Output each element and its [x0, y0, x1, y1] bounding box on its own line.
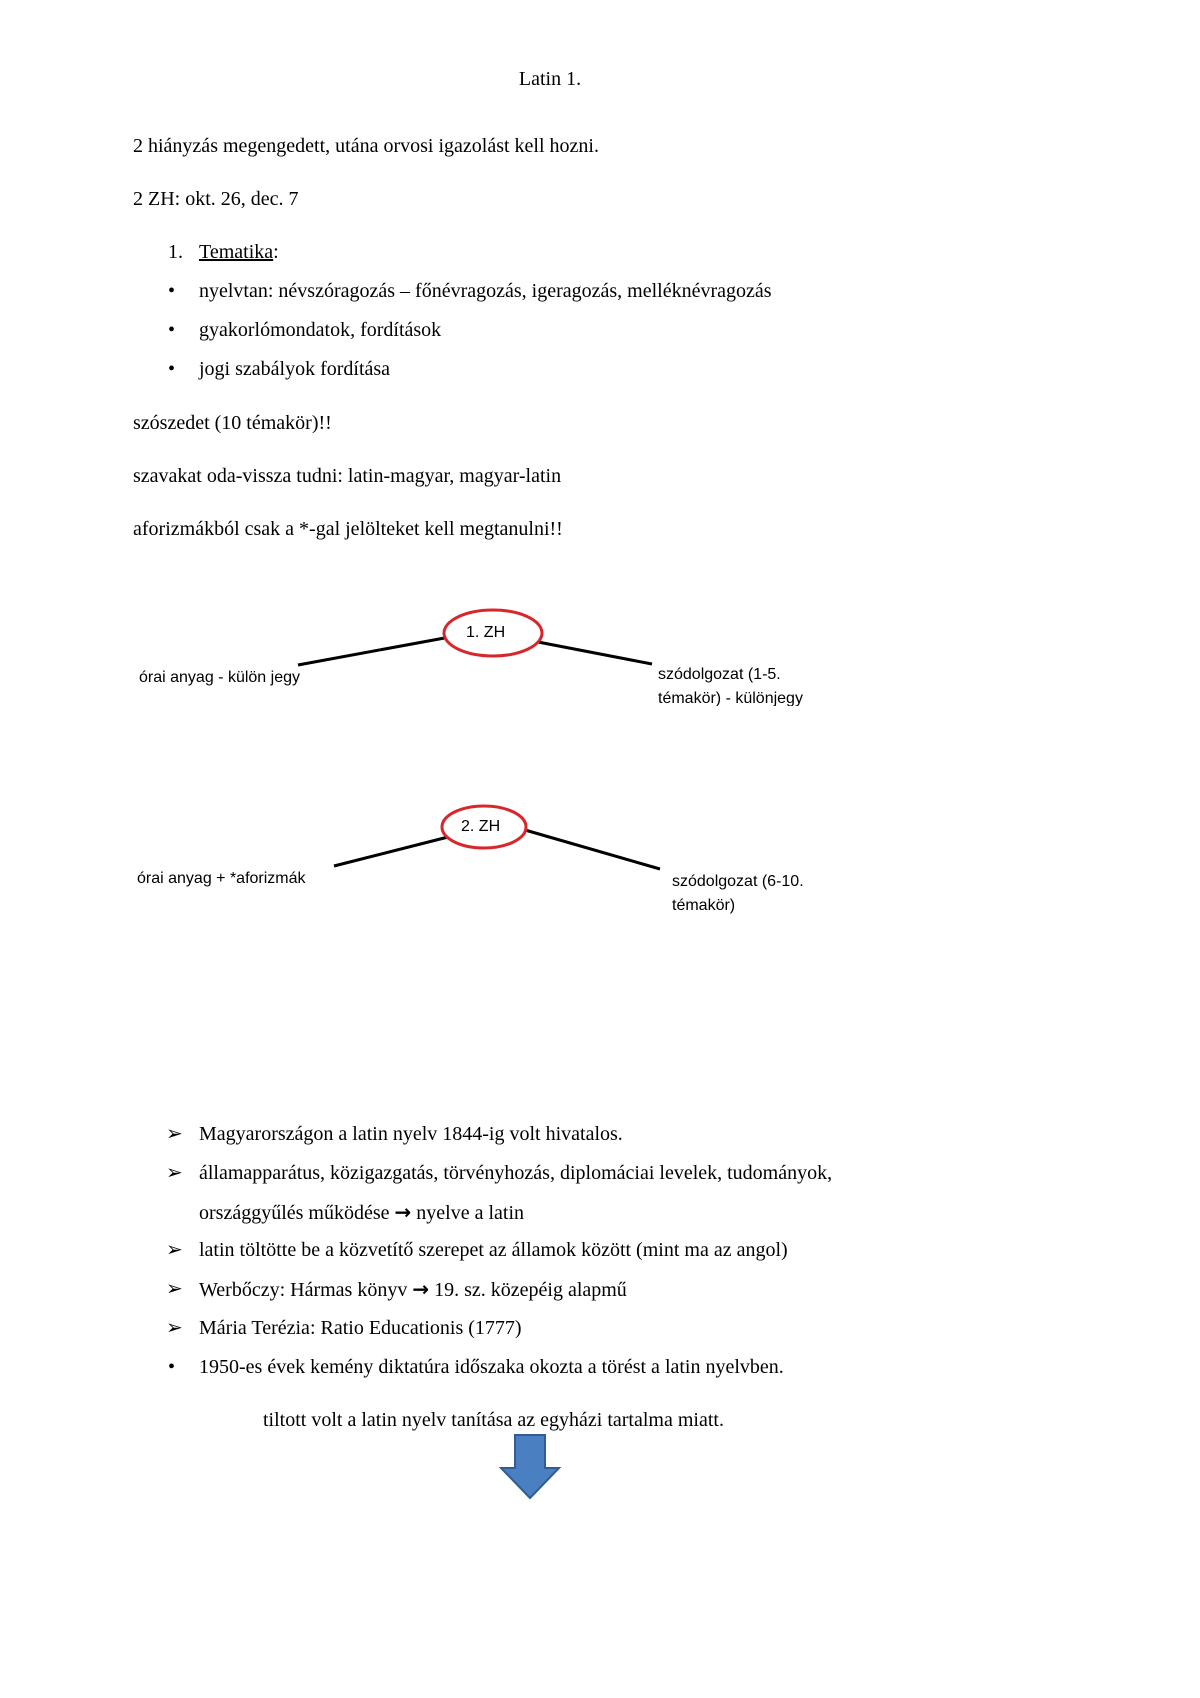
- bullet-icon: •: [168, 1356, 176, 1378]
- zh1-right-label-2: témakör) - különjegy: [658, 690, 803, 706]
- history-item-continuation: [199, 1200, 524, 1225]
- zh2-right-label-1: szódolgozat (6-10.: [672, 873, 804, 890]
- tematika-colon: :: [273, 241, 279, 263]
- history-item-text: nyelve a latin: [416, 1202, 525, 1224]
- zh2-left-connector: [334, 836, 452, 866]
- absence-rule: 2 hiányzás megengedett, utána orvosi igazolást kell hozni.: [133, 135, 599, 157]
- note-vocabulary: szószedet (10 témakör)!!: [133, 412, 332, 434]
- arrow-bullet-icon: ➢: [166, 1123, 183, 1145]
- arrow-bullet-icon: ➢: [166, 1317, 183, 1339]
- zh2-right-connector: [525, 830, 660, 869]
- note-aphorisms: aforizmákból csak a *-gal jelölteket kell megtanulni!!: [133, 518, 563, 540]
- zh1-left-label: órai anyag - külön jegy: [139, 669, 300, 686]
- arrow-bullet-icon: ➢: [166, 1278, 183, 1300]
- arrow-bullet-icon: ➢: [166, 1239, 183, 1261]
- list-item: nyelvtan: névszóragozás – főnévragozás, igeragozás, melléknévragozás: [199, 280, 772, 302]
- history-item: Mária Terézia: Ratio Educationis (1777): [199, 1317, 522, 1339]
- closing-sentence: tiltott volt a latin nyelv tanítása az egyházi tartalma miatt.: [263, 1409, 724, 1431]
- zh1-right-label-1: szódolgozat (1-5.: [658, 666, 781, 683]
- zh1-node-label: 1. ZH: [466, 624, 506, 641]
- list-item: jogi szabályok fordítása: [199, 358, 391, 380]
- history-item-text: országgyűlés működése: [199, 1202, 390, 1224]
- bullet-icon: •: [168, 280, 176, 302]
- history-item-text: 19. sz. közepéig alapmű: [434, 1279, 627, 1301]
- zh1-right-connector: [538, 642, 652, 664]
- list-item: gyakorlómondatok, fordítások: [199, 319, 442, 341]
- history-item: Magyarországon a latin nyelv 1844-ig volt hivatalos.: [199, 1123, 623, 1145]
- tematika-heading-text: Tematika: [199, 241, 274, 263]
- history-item-text: Werbőczy: Hármas könyv: [199, 1279, 408, 1301]
- note-words: szavakat oda-vissza tudni: latin-magyar, magyar-latin: [133, 465, 562, 487]
- zh2-node-label: 2. ZH: [461, 818, 501, 835]
- arrow-bullet-icon: ➢: [166, 1162, 183, 1184]
- list-number: 1.: [168, 241, 183, 263]
- zh1-left-connector: [298, 637, 450, 665]
- history-item: 1950-es évek kemény diktatúra időszaka okozta a törést a latin nyelvben.: [199, 1356, 784, 1378]
- history-item: államapparátus, közigazgatás, törvényhozás, diplomáciai levelek, tudományok,: [199, 1162, 833, 1184]
- history-item: latin töltötte be a közvetítő szerepet az államok között (mint ma az angol): [199, 1239, 788, 1261]
- down-arrow-icon: [501, 1435, 559, 1498]
- history-item: [199, 1277, 627, 1302]
- right-arrow-icon: →: [412, 1277, 430, 1301]
- bullet-icon: •: [168, 319, 176, 341]
- bullet-icon: •: [168, 358, 176, 380]
- zh2-left-label: órai anyag + *aforizmák: [137, 870, 306, 887]
- document-title: Latin 1.: [518, 68, 582, 90]
- zh2-right-label-2: témakör): [672, 897, 736, 914]
- exam-dates: 2 ZH: okt. 26, dec. 7: [133, 188, 299, 210]
- right-arrow-icon: →: [394, 1200, 412, 1224]
